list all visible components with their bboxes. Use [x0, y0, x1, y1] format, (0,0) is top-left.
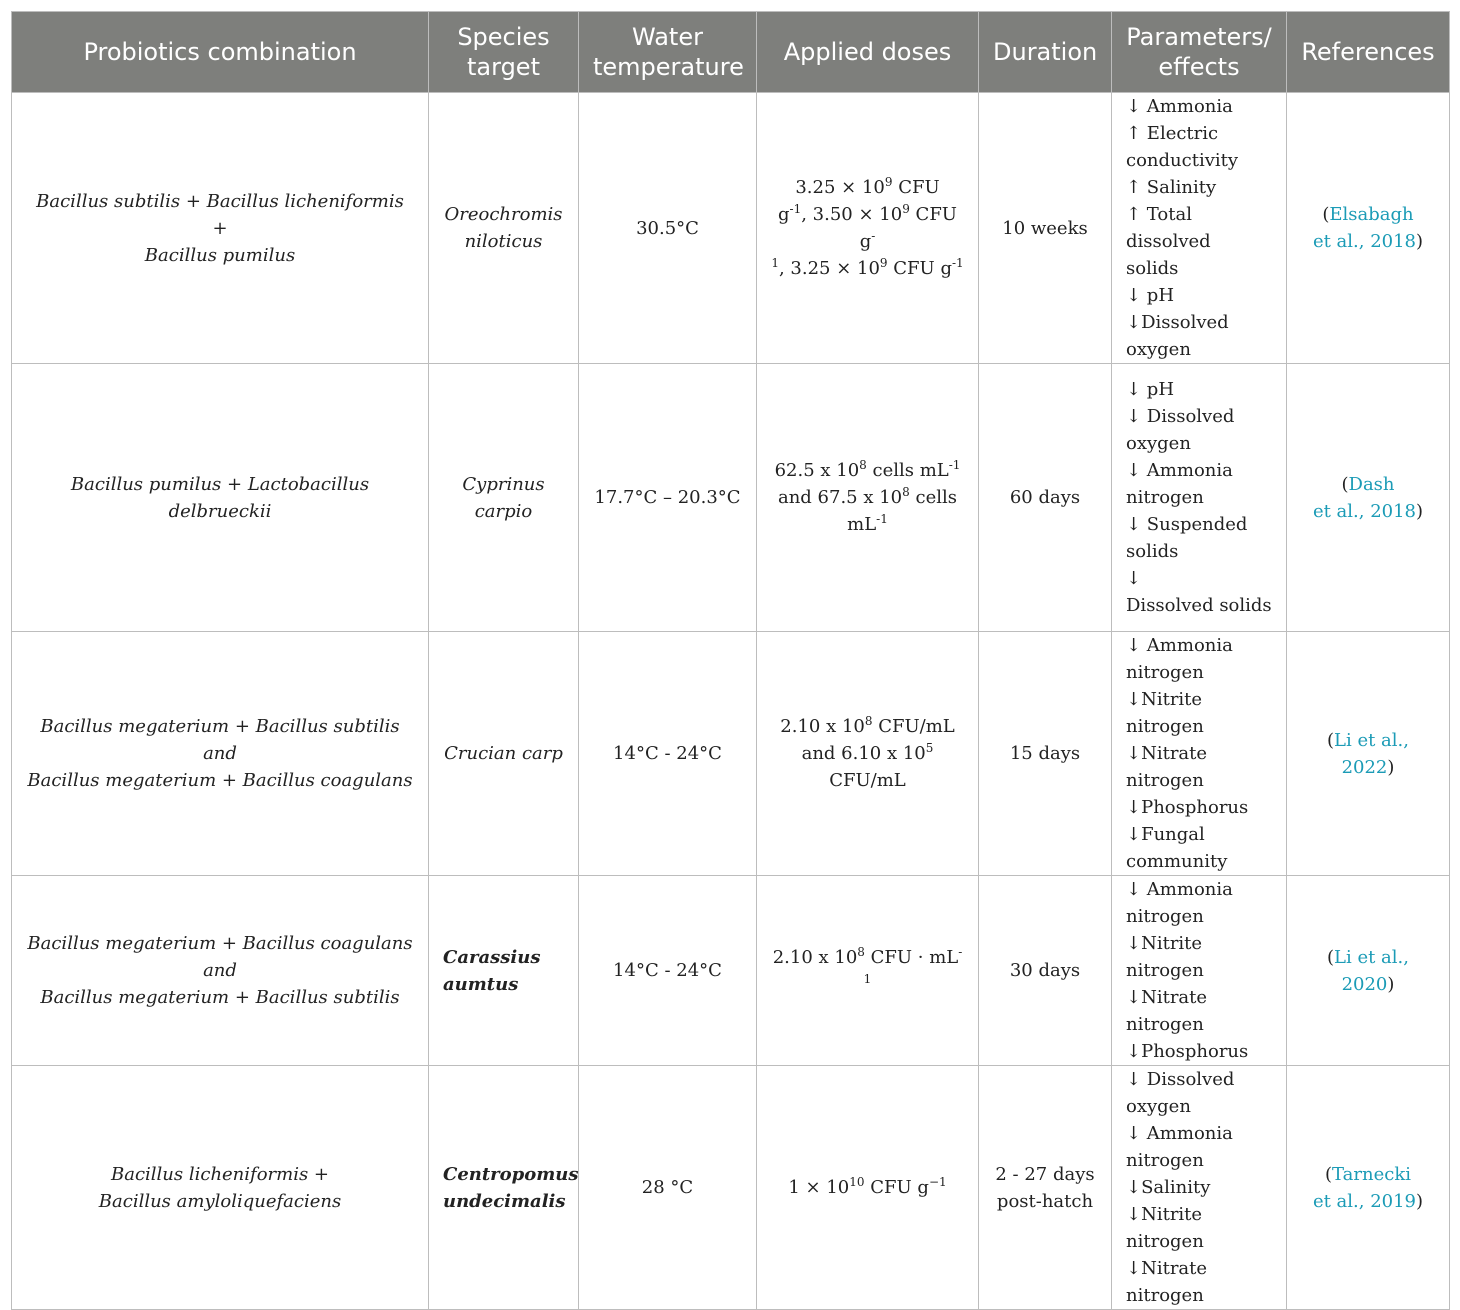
effect-item: ↓Nitrate nitrogen [1126, 1258, 1208, 1306]
species-cell: Cyprinus carpio [429, 364, 579, 632]
effect-item: ↓ Dissolved [1126, 1069, 1235, 1090]
effect-item: solids [1126, 258, 1179, 279]
header-species: Species target [429, 12, 579, 93]
combination-cell: Bacillus licheniformis + Bacillus amyloliquefaciens [12, 1066, 429, 1310]
effect-item: solids [1126, 541, 1179, 562]
effect-item: ↑ Total dissolved [1126, 204, 1211, 252]
species-cell: Oreochromis niloticus [429, 93, 579, 364]
effect-item: ↓ Ammonia [1126, 635, 1233, 656]
table-row [12, 632, 1450, 876]
dose-cell: 2.10 x $10^8$ CFU/mL and 6.10 x $10^5$ CFU/mL [757, 632, 979, 876]
effect-item: Dissolved solids [1126, 595, 1272, 616]
reference-cell: (Elsabagh et al., 2018) [1287, 93, 1450, 364]
effect-item: ↓ Ammonia [1126, 460, 1233, 481]
effect-item: ↓ pH [1126, 379, 1175, 400]
effect-item: nitrogen [1126, 487, 1204, 508]
effects-cell [1112, 1066, 1287, 1310]
effect-item: ↓Nitrite nitrogen [1126, 1204, 1204, 1252]
reference-link[interactable]: Li et al., 2022 [1334, 729, 1409, 778]
reference-cell: (Li et al., 2022) [1287, 632, 1450, 876]
table-row [12, 364, 1450, 632]
effect-item: conductivity [1126, 150, 1239, 171]
effect-item: ↑ Salinity [1126, 177, 1217, 198]
duration-cell: 30 days [979, 876, 1112, 1066]
header-doses: Applied doses [757, 12, 979, 93]
table-row [12, 876, 1450, 1066]
dose-cell: 62.5 x $10^8$ cells $mL^{-1}$ and 67.5 x $10^8$ cells $mL^{-1}$ [757, 364, 979, 632]
header-combination: Probiotics combination [12, 12, 429, 93]
effect-item: ↓ pH [1126, 285, 1175, 306]
header-references: References [1287, 12, 1450, 93]
effect-item: nitrogen [1126, 1150, 1204, 1171]
effect-item: ↓Phosphorus [1126, 1041, 1249, 1062]
effect-item: community [1126, 851, 1228, 872]
header-row [12, 12, 1450, 93]
effect-item: ↓Phosphorus [1126, 797, 1249, 818]
effect-item: ↓Salinity [1126, 1177, 1211, 1198]
temperature-cell: 17.7°C – 20.3°C [579, 364, 757, 632]
duration-cell: 2 - 27 days post-hatch [979, 1066, 1112, 1310]
reference-link[interactable]: Dash et al., 2018 [1312, 473, 1417, 522]
duration-cell: 60 days [979, 364, 1112, 632]
combination-cell: Bacillus megaterium + Bacillus subtilis and Bacillus megaterium + Bacillus coagulans [12, 632, 429, 876]
effect-item: ↓ Ammonia [1126, 96, 1233, 117]
combination-cell: Bacillus megaterium + Bacillus coagulans and Bacillus megaterium + Bacillus subtilis [12, 876, 429, 1066]
effect-item: ↓Dissolved [1126, 312, 1229, 333]
header-effects: Parameters/ effects [1112, 12, 1287, 93]
effect-item: nitrogen [1126, 906, 1204, 927]
table-row [12, 93, 1450, 364]
reference-cell: (Li et al., 2020) [1287, 876, 1450, 1066]
effect-item: ↓Nitrite nitrogen [1126, 689, 1204, 737]
effects-cell [1112, 632, 1287, 876]
effect-item: ↓Nitrite nitrogen [1126, 933, 1204, 981]
effect-item: ↓ [1126, 568, 1142, 589]
effect-item: ↓ Dissolved [1126, 406, 1235, 427]
combination-cell: Bacillus pumilus + Lactobacillus delbrueckii [12, 364, 429, 632]
effects-cell [1112, 364, 1287, 632]
header-duration: Duration [979, 12, 1112, 93]
effect-item: oxygen [1126, 1096, 1191, 1117]
effect-item: oxygen [1126, 433, 1191, 454]
effect-item: ↑ Electric [1126, 123, 1219, 144]
effect-item: ↓ Suspended [1126, 514, 1248, 535]
dose-cell: $3.25 \times 10^9$ CFU $g^{-1}$, $3.50 \times 10^9$ CFU g- $^1$, $3.25 \times 10^9$ CFU $g^{-1}$ [757, 93, 979, 364]
temperature-cell: 14°C - 24°C [579, 632, 757, 876]
reference-link[interactable]: Tarnecki et al., 2019 [1312, 1163, 1417, 1212]
reference-link[interactable]: Elsabagh et al., 2018 [1312, 204, 1417, 252]
effects-cell [1112, 876, 1287, 1066]
species-cell: Crucian carp [429, 632, 579, 876]
effect-item: ↓Nitrate nitrogen [1126, 987, 1208, 1035]
dose-cell: $1 \times 10^{10}$ CFU $g^{-1}$ [757, 1066, 979, 1310]
combination-cell: Bacillus subtilis + Bacillus licheniformis + Bacillus pumilus [12, 93, 429, 364]
header-temperature: Water temperature [579, 12, 757, 93]
probiotics-table [11, 11, 1450, 1310]
effects-cell [1112, 93, 1287, 364]
effect-item: oxygen [1126, 339, 1191, 360]
species-cell: Centropomus undecimalis [429, 1066, 579, 1310]
effect-item: ↓Fungal [1126, 824, 1205, 845]
effect-item: ↓ Ammonia [1126, 879, 1233, 900]
temperature-cell: 14°C - 24°C [579, 876, 757, 1066]
species-cell: Carassius aumtus [429, 876, 579, 1066]
dose-cell: 2.10 x $10^8$ CFU · $mL^{-1}$ [757, 876, 979, 1066]
duration-cell: 15 days [979, 632, 1112, 876]
reference-cell: (Tarnecki et al., 2019) [1287, 1066, 1450, 1310]
effect-item: ↓Nitrate nitrogen [1126, 743, 1208, 791]
reference-cell: (Dash et al., 2018) [1287, 364, 1450, 632]
temperature-cell: 28 °C [579, 1066, 757, 1310]
effect-item: ↓ Ammonia [1126, 1123, 1233, 1144]
temperature-cell: 30.5°C [579, 93, 757, 364]
effect-item: nitrogen [1126, 662, 1204, 683]
table-row [12, 1066, 1450, 1310]
duration-cell: 10 weeks [979, 93, 1112, 364]
reference-link[interactable]: Li et al., 2020 [1334, 946, 1409, 995]
